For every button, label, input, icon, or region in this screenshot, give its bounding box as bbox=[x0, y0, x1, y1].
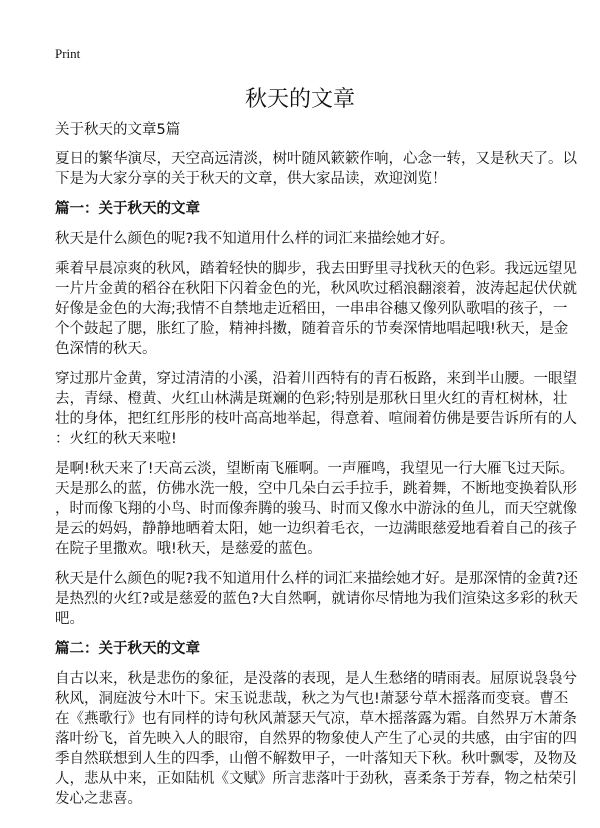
paragraph-line: 个个鼓起了腮，胀红了脸，精神抖擞，随着音乐的节奏深情地唱起哦!秋天，是金 bbox=[55, 321, 569, 337]
paragraph-line: 是啊!秋天来了!天高云淡，望断南飞雁啊。一声雁鸣，我望见一行大雁飞过天际。 bbox=[55, 461, 575, 477]
intro-paragraph bbox=[55, 149, 577, 189]
paragraph bbox=[55, 669, 577, 809]
section-2-body bbox=[55, 669, 577, 809]
paragraph-line: 去，青绿、橙黄、火红山林满是斑斓的色彩;特别是那秋日里火红的青杠树林，壮 bbox=[55, 391, 568, 407]
paragraph-line: ：火红的秋天来啦! bbox=[55, 431, 177, 447]
paragraph-line: 下是为大家分享的关于秋天的文章，供大家品读，欢迎浏览！ bbox=[55, 171, 447, 187]
paragraph-line: 穿过那片金黄，穿过清清的小溪，沿着川西特有的青石板路，来到半山腰。一眼望 bbox=[55, 371, 577, 387]
paragraph-line: 在《燕歌行》也有同样的诗句秋风萧瑟天气凉，草木摇落露为霜。自然界万木萧条 bbox=[55, 711, 577, 727]
section-heading: 篇一：关于秋天的文章 bbox=[55, 201, 200, 217]
paragraph-line: ，时而像飞翔的小鸟、时而像奔腾的骏马、时而又像水中游泳的鱼儿，而天空就像 bbox=[55, 501, 577, 517]
paragraph-line: 秋风，洞庭波兮木叶下。宋玉说悲哉，秋之为气也!萧瑟兮草木摇落而变衰。曹丕 bbox=[55, 691, 569, 707]
paragraph bbox=[55, 569, 578, 629]
paragraph-line: 天是那么的蓝，仿佛水洗一般，空中几朵白云手拉手，跳着舞，不断地变换着队形 bbox=[55, 481, 577, 497]
paragraph-line: 乘着早晨凉爽的秋风，踏着轻快的脚步，我去田野里寻找秋天的色彩。我远远望见 bbox=[55, 261, 577, 277]
paragraph bbox=[55, 229, 555, 249]
paragraph-line: 秋天是什么颜色的呢?我不知道用什么样的词汇来描绘她才好。是那深情的金黄?还 bbox=[55, 571, 578, 587]
print-label: Print bbox=[55, 46, 81, 61]
section-heading: 篇二：关于秋天的文章 bbox=[55, 641, 200, 657]
page-title: 秋天的文章 bbox=[244, 87, 355, 112]
paragraph-line: 是云的妈妈，静静地晒着太阳，她一边织着毛衣，一边满眼慈爱地看着自己的孩子 bbox=[55, 521, 577, 537]
paragraph bbox=[55, 459, 577, 559]
paragraph-line: 好像是金色的大海;我情不自禁地走近稻田，一串串谷穗又像列队歌唱的孩子，一 bbox=[55, 301, 568, 317]
paragraph-line: 壮的身体，把红红彤彤的枝叶高高地举起，得意着、喧闹着仿佛是要告诉所有的人 bbox=[55, 411, 577, 427]
section-1-body bbox=[55, 229, 578, 629]
paragraph-line: 在院子里撒欢。哦!秋天，是慈爱的蓝色。 bbox=[55, 541, 322, 557]
document-body bbox=[55, 120, 578, 819]
paragraph-line: 自古以来，秋是悲伤的象征，是没落的表现，是人生愁绪的晴雨表。屈原说袅袅兮 bbox=[55, 671, 577, 687]
paragraph-line: 是热烈的火红?或是慈爱的蓝色?大自然啊，就请你尽情地为我们渲染这多彩的秋天 bbox=[55, 591, 578, 607]
paragraph-line: 夏日的繁华演尽，天空高远清淡，树叶随风簌簌作响，心念一转，又是秋天了。以 bbox=[55, 151, 577, 167]
subtitle: 关于秋天的文章5篇 bbox=[55, 122, 181, 138]
paragraph-line: 秋天是什么颜色的呢?我不知道用什么样的词汇来描绘她才好。 bbox=[55, 231, 455, 247]
paragraph-line: 人，悲从中来，正如陆机《文赋》所言悲落叶于劲秋，喜柔条于芳春，物之枯荣引 bbox=[55, 771, 577, 787]
paragraph-line: 落叶纷飞，首先映入人的眼帘，自然界的物象使人产生了心灵的共感，由宇宙的四 bbox=[55, 731, 577, 747]
paragraph bbox=[55, 369, 577, 449]
paragraph-line: 发心之悲喜。 bbox=[55, 791, 142, 807]
paragraph-line: 一片片金黄的稻谷在秋阳下闪着金色的光，秋风吹过稻浪翻滚着，波涛起起伏伏就 bbox=[55, 281, 577, 297]
paragraph-line: 季自然联想到人生的四季，山僧不解数甲子，一叶落知天下秋。秋叶飘零，及物及 bbox=[55, 751, 577, 767]
paragraph-line: 色深情的秋天。 bbox=[55, 341, 157, 357]
paragraph-line: 吧。 bbox=[55, 611, 84, 627]
paragraph bbox=[55, 259, 577, 359]
